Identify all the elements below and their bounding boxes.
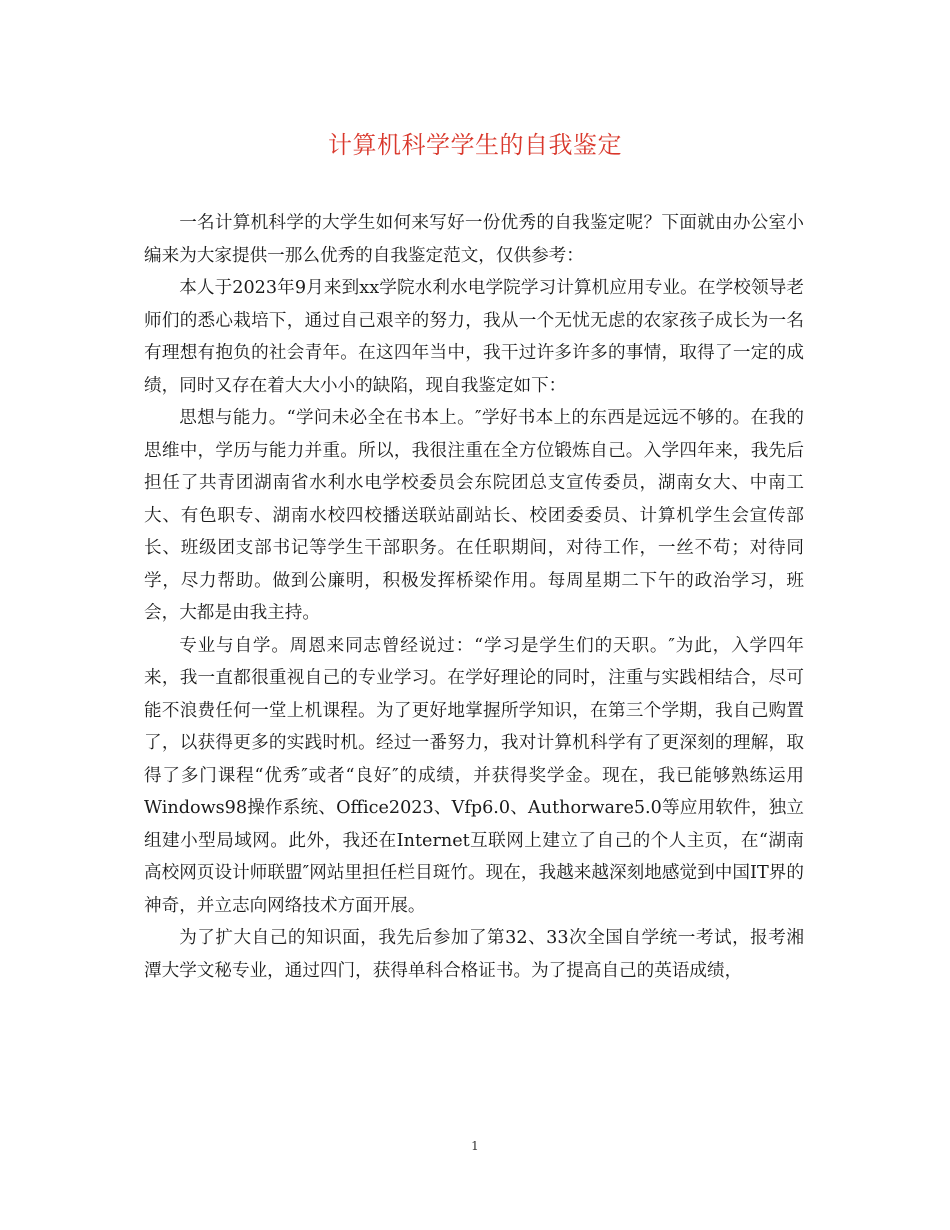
paragraph-major-self-study: 专业与自学。周恩来同志曾经说过：“学习是学生们的天职。″为此，入学四年来，我一直都很重视自己的专业学习。在学好理论的同时，注重与实践相结合，尽可能不浪费任何一堂上机课程。为了更好地掌握所学知识，在第三个学期，我自己购置了，以获得更多的实践时机。经过一番努力，我对计算机科学有了更深刻的理解，取得了多门课程“优秀″或者“良好″的成绩，并获得奖学金。现在，我已能够熟练运用Windows98操作系统、Office2023、Vfp6.0、Authorware5.0等应用软件，独立组建小型局域网。此外，我还在Internet互联网上建立了自己的个人主页，在“湖南高校网页设计师联盟″网站里担任栏目斑竹。现在，我越来越深刻地感觉到中国IT界的神奇，并立志向网络技术方面开展。 bbox=[144, 635, 805, 916]
document-body bbox=[144, 207, 804, 987]
paragraph-intro: 一名计算机科学的大学生如何来写好一份优秀的自我鉴定呢？下面就由办公室小编来为大家提供一那么优秀的自我鉴定范文，仅供参考： bbox=[144, 213, 804, 266]
paragraph-background: 本人于2023年9月来到xx学院水利水电学院学习计算机应用专业。在学校领导老师们的悉心栽培下，通过自己艰辛的努力，我从一个无忧无虑的农家孩子成长为一名有理想有抱负的社会青年。在这四年当中，我干过许多许多的事情，取得了一定的成绩，同时又存在着大大小小的缺陷，现自我鉴定如下： bbox=[144, 278, 804, 396]
page-number: 1 bbox=[471, 1139, 479, 1153]
document-title: 计算机科学学生的自我鉴定 bbox=[328, 131, 622, 159]
paragraph-self-exam: 为了扩大自己的知识面，我先后参加了第32、33次全国自学统一考试，报考湘潭大学文秘专业，通过四门，获得单科合格证书。为了提高自己的英语成绩， bbox=[144, 928, 804, 981]
paragraph-thought-ability: 思想与能力。“学问未必全在书本上。″学好书本上的东西是远远不够的。在我的思维中，学历与能力并重。所以，我很注重在全方位锻炼自己。入学四年来，我先后担任了共青团湖南省水利水电学校委员会东院团总支宣传委员，湖南女大、中南工大、有色职专、湖南水校四校播送联站副站长、校团委委员、计算机学生会宣传部长、班级团支部书记等学生干部职务。在任职期间，对待工作，一丝不苟；对待同学，尽力帮助。做到公廉明，积极发挥桥梁作用。每周星期二下午的政治学习，班会，大都是由我主持。 bbox=[144, 408, 804, 623]
